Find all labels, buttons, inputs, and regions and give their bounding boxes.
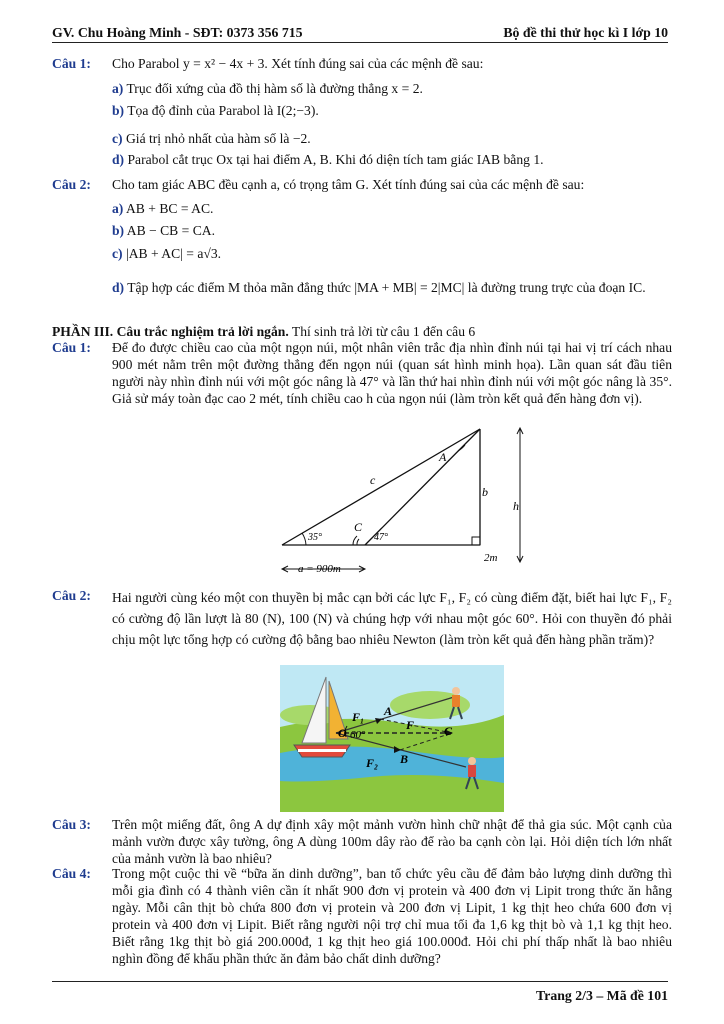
label-C: C — [354, 520, 363, 534]
label-c: c — [370, 473, 376, 487]
p3-q3-label: Câu 3: — [52, 817, 91, 832]
page-number: Trang 2/3 – Mã đề 101 — [536, 988, 668, 1003]
exam-title: Bộ đề thi thử học kì I lớp 10 — [503, 25, 668, 40]
p2-q1-item-b: b) Tọa độ đỉnh của Parabol là I(2;−3). — [112, 103, 319, 118]
p2-q1-item-d: d) Parabol cắt trục Ox tại hai điểm A, B. Khi đó diện tích tam giác IAB bằng 1. — [112, 152, 544, 167]
p2-q2-item-c: c) |AB + AC| = a√3. — [112, 246, 222, 261]
p2-q2-stem: Cho tam giác ABC đều cạnh a, có trọng tâm G. Xét tính đúng sai của các mệnh đề sau: — [112, 177, 585, 192]
label-60: 60° — [350, 729, 366, 741]
label-35: 35° — [308, 532, 322, 543]
label-C2: C — [444, 724, 453, 738]
label-A2: A — [384, 704, 393, 718]
p2-q2-item-d: d) Tập hợp các điểm M thỏa mãn đẳng thức |MA + MB| = 2|MC| là đường trung trực của đoạn IC. — [112, 280, 646, 295]
label-B2: B — [400, 752, 409, 766]
p2-q1-item-a: a) Trục đối xứng của đồ thị hàm số là đường thẳng x = 2. — [112, 81, 423, 96]
p2-q1-stem: Cho Parabol y = x² − 4x + 3. Xét tính đúng sai của các mệnh đề sau: — [112, 56, 484, 71]
label-a: a = 900m — [298, 563, 341, 575]
p3-q1-label: Câu 1: — [52, 340, 91, 355]
label-h: h — [513, 499, 519, 513]
p3-q3-text: Trên một miếng đất, ông A dự định xây một mảnh vườn hình chữ nhật để thả gia súc. Một cạnh của mảnh vườn được xây tường, ông A dùng 100m dây rào để rào ba cạnh còn lại. Hỏi diện tích lớn nhất của mảnh vườn là bao nhiêu? — [112, 817, 672, 866]
label-O: O — [338, 726, 347, 740]
p3-q2-label: Câu 2: — [52, 588, 91, 603]
p2-q1-label: Câu 1: — [52, 56, 91, 71]
p2-q2-item-b: b) AB − CB = CA. — [112, 223, 215, 238]
label-47: 47° — [374, 532, 388, 543]
part3-heading: PHẦN III. Câu trắc nghiệm trả lời ngắn. Thí sinh trả lời từ câu 1 đến câu 6 — [52, 324, 476, 339]
p3-q1-text: Để đo được chiều cao của một ngọn núi, một nhân viên trắc địa nhìn đỉnh núi tại hai vị trí cách nhau 900 mét nằm trên một đường thẳng đến ngọn núi (quan sát hình minh họa). Lần quan sát đầu tiên người này nhìn đỉnh núi với một góc nâng là 47° và lần thứ hai nhìn đỉnh núi với một góc nâng là 35°. Giả sử máy toàn đạc cao 2 mét, tính chiều cao h của ngọn núi (làm tròn kết quả đến hàng đơn vị). — [112, 340, 672, 406]
teacher-info: GV. Chu Hoàng Minh - SĐT: 0373 356 715 — [52, 25, 303, 40]
boat-figure — [280, 665, 504, 812]
label-b: b — [482, 485, 488, 499]
label-A: A — [439, 450, 447, 464]
p2-q1-item-c: c) Giá trị nhỏ nhất của hàm số là −2. — [112, 131, 311, 146]
label-F2: F₂ — [366, 756, 379, 770]
p2-q2-item-a: a) AB + BC = AC. — [112, 201, 214, 216]
label-F1: F₁ — [352, 710, 365, 724]
mountain-figure — [262, 424, 532, 576]
label-F: F — [406, 718, 415, 732]
p3-q2-text: Hai người cùng kéo một con thuyền bị mắc cạn bởi các lực F₁, F₂ có cùng điểm đặt, biết hai lực F₁, F₂ có cường độ lần lượt là 80 (N), 100 (N) và chúng hợp với nhau một góc 60°. Hỏi con thuyền đó phải chịu một lực tổng hợp có cường độ bằng bao nhiêu Newton (làm tròn kết quả đến hàng phần trăm)? — [112, 590, 672, 647]
p3-q4-text: Trong một cuộc thi về “bữa ăn dinh dưỡng”, ban tổ chức yêu cầu để đảm bảo lượng dinh dưỡng thì mỗi gia đình có 4 thành viên cần ít nhất 900 đơn vị protein và 400 đơn vị Lipit trong thức ăn hằng ngày. Mỗi cân thịt bò chứa 800 đơn vị protein và 200 đơn vị Lipit, 1 kg thịt heo chứa 600 đơn vị protein và 400 đơn vị Lipit. Biết rằng người nội trợ chỉ mua tối đa 1,6 kg thịt bò và 1,1 kg thịt heo. Biết rằng 1kg thịt bò giá 200.000đ, 1 kg thịt heo giá 100.000đ. Hỏi chi phí thấp nhất là bao nhiêu nghìn đồng để khẩu phần thức ăn đảm bảo chất dinh dưỡng? — [112, 866, 672, 966]
page-footer — [52, 981, 668, 1003]
p3-q4-label: Câu 4: — [52, 866, 91, 881]
label-2m: 2m — [484, 552, 498, 564]
p2-q2-label: Câu 2: — [52, 177, 91, 192]
page-header — [52, 22, 668, 43]
